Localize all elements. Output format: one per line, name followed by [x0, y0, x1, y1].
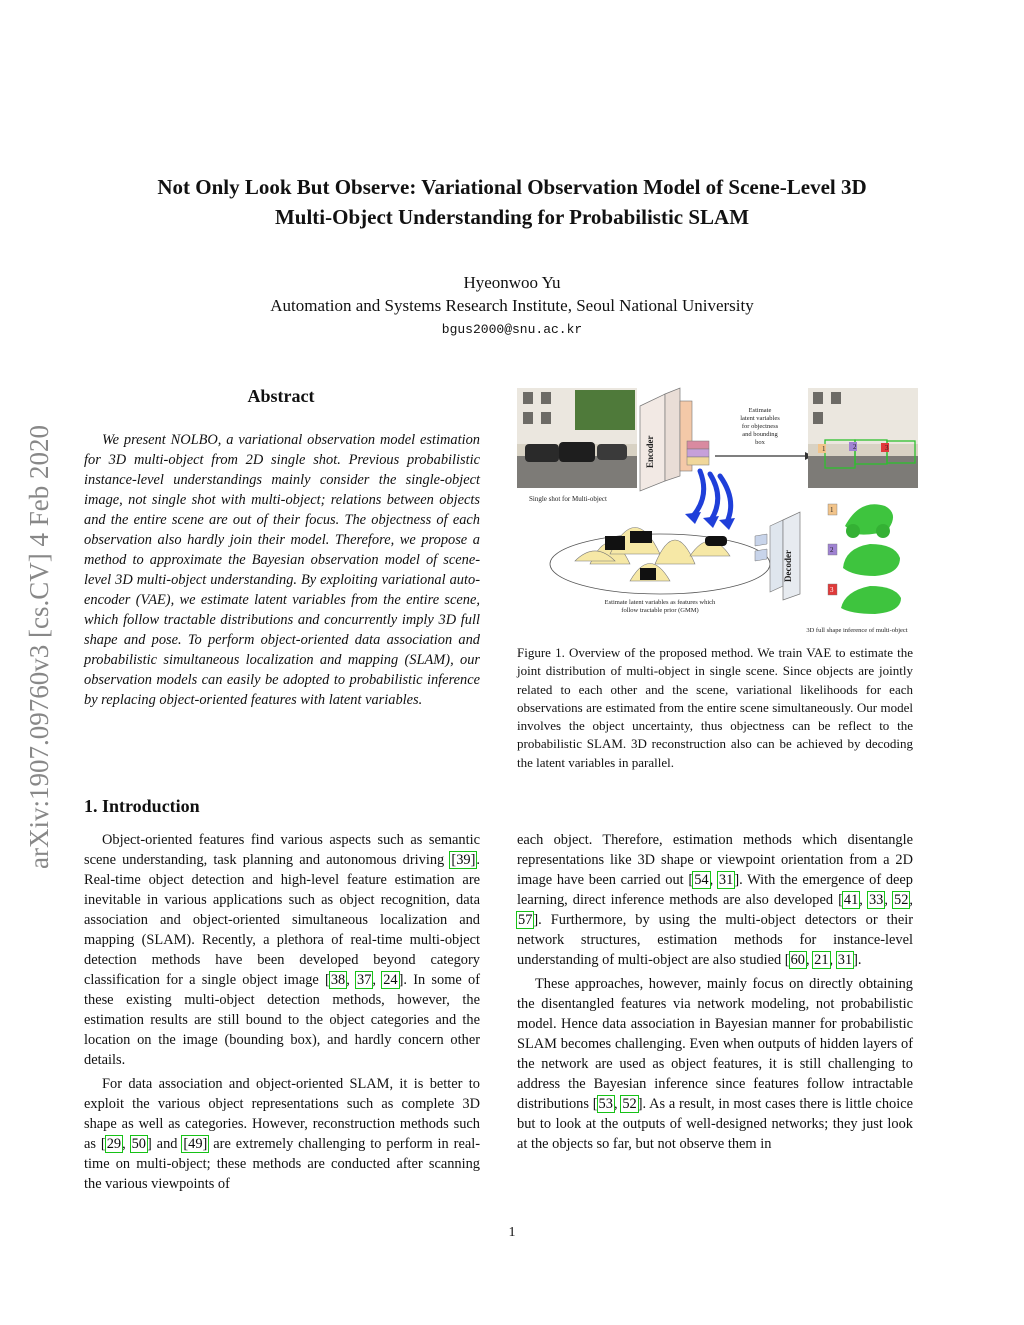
label-decoder: Decoder	[783, 550, 793, 582]
output-box-label-2: 2	[853, 443, 857, 451]
citation-link[interactable]: 52	[622, 1096, 637, 1112]
input-scene-photo	[517, 388, 637, 488]
label-estimate-line-3: for objectness	[741, 423, 779, 430]
decoder-block	[755, 512, 800, 600]
intro-paragraph-2: For data association and object-oriented SLAM, it is better to exploit the various object representations such as complete 3D shape as well as categories. However, reconstruction methods such as [29, 50] and [49] are extremely challenging to perform in real-time on multi-object; these methods are conducted after scanning the various viewpoints of	[84, 1076, 481, 1192]
title-line-1: Not Only Look But Observe: Variational Observation Model of Scene-Level 3D	[157, 175, 867, 199]
label-encoder: Encoder	[645, 435, 655, 468]
author-email: bgus2000@snu.ac.kr	[441, 322, 583, 337]
shape-label-2: 2	[830, 546, 834, 554]
figure-1-caption: Figure 1. Overview of the proposed method. We train VAE to estimate the joint distribution of multi-object in single scene. Since objects are jointly related to each other and the scene, variational likelihoods for each observations are estimated from the entire scene simultaneously. Our model involves the object uncertainty, thus objectness can be reflect to the probabilistic SLAM. 3D reconstruction also can be achieved by decoding the latent variables in parallel.	[517, 645, 913, 770]
gmm-distributions	[575, 528, 730, 582]
paper-title	[60, 172, 964, 232]
citation-link[interactable]: 29	[106, 1136, 122, 1152]
citation-link[interactable]: 31	[718, 872, 734, 888]
right-column	[517, 830, 913, 1158]
author-name: Hyeonwoo Yu	[463, 273, 561, 292]
label-single-shot: Single shot for Multi-object	[529, 495, 607, 503]
citation-link[interactable]: 41	[843, 892, 859, 908]
citation-link[interactable]: 52	[894, 892, 909, 908]
shape-label-3: 3	[830, 586, 834, 594]
citation-link[interactable]: 57	[518, 912, 533, 928]
citation-link[interactable]: 33	[868, 892, 884, 908]
citation-link[interactable]: [39]	[451, 852, 476, 868]
citation-link[interactable]: 31	[837, 952, 853, 968]
abstract-text: We present NOLBO, a variational observation model estimation for 3D multi-object from 2D single shot. Previous probabilistic instance-level understandings mainly consider the single-object image, not single shot with multi-object; relations between objects and the entire scene are out of their focus. The objectness of each observation also hardly join their model. Therefore, we propose a method to approximate the Bayesian observation model of scene-level 3D multi-object understanding. By exploiting variational auto-encoder (VAE), we estimate latent variables from the entire scene, which follow tractable distributions and concurrently imply 3D full shape and pose. To perform object-oriented data association and probabilistic simultaneous localization and mapping (SLAM), our observation models can easily be adopted to probabilistic inference by replacing object-oriented features with latent variables.	[84, 432, 480, 708]
label-estimate-line-4: and bounding	[742, 431, 778, 438]
label-latent-line-2: follow tractable prior (GMM)	[621, 607, 699, 614]
intro-paragraph-1: Object-oriented features find various aspects such as semantic scene understanding, task planning and autonomous driving [39]. Real-time object detection and high-level feature estimation are inevitable in various applications such as object recognition, data association and object-oriented simultaneous localization and mapping (SLAM). Recently, a plethora of real-time multi-object detection methods have been developed beyond category classification for a single object image [38, 37, 24]. In some of these existing multi-object detection methods, however, the estimation results are still bound to the object categories and the location on the image (bounding box), and hardly concern other details.	[84, 832, 480, 1068]
left-column	[84, 830, 480, 1198]
label-estimate-line-1: Estimate	[748, 407, 772, 414]
citation-link[interactable]: 21	[814, 952, 829, 968]
output-scene-photo	[808, 388, 918, 488]
citation-link[interactable]: 37	[357, 972, 372, 988]
citation-link[interactable]: 50	[131, 1136, 146, 1152]
label-estimate-line-2: latent variables	[740, 415, 780, 422]
page-number: 1	[508, 1225, 516, 1240]
output-box-label-3: 3	[885, 444, 889, 452]
citation-link[interactable]: 54	[694, 872, 709, 888]
label-estimate-line-5: box	[755, 439, 765, 446]
label-3d-inference: 3D full shape inference of multi-object	[806, 627, 908, 634]
output-box-label-1: 1	[822, 445, 826, 453]
affiliation: Automation and Systems Research Institute, Seoul National University	[270, 296, 754, 315]
reconstructed-shapes	[828, 504, 901, 614]
introduction-heading: 1. Introduction	[84, 796, 200, 816]
shape-label-1: 1	[830, 506, 834, 514]
citation-link[interactable]: 38	[330, 972, 346, 988]
citation-link[interactable]: 60	[790, 952, 805, 968]
abstract-heading: Abstract	[247, 386, 315, 406]
citation-link[interactable]: 24	[383, 972, 398, 988]
title-line-2: Multi-Object Understanding for Probabilistic SLAM	[274, 205, 750, 229]
figure-1-diagram	[515, 386, 920, 636]
label-latent-line-1: Estimate latent variables as features which	[604, 599, 716, 606]
citation-link[interactable]: [49]	[183, 1136, 208, 1152]
citation-link[interactable]: 53	[598, 1096, 613, 1112]
arxiv-watermark: arXiv:1907.09760v3 [cs.CV] 4 Feb 2020	[24, 425, 54, 869]
intro-paragraph-4: These approaches, however, mainly focus on directly obtaining the disentangled features via network modeling, not probabilistic model. Hence data association in Bayesian manner for probabilistic SLAM becomes challenging. Even when outputs of hidden layers of the network are used as object features, it is still challenging to address the Bayesian inference since features follow intractable distributions [53, 52]. As a result, in most cases there is little choice but to look at the outputs of well-designed networks; they just look at the objects so far, but not observe them in	[517, 976, 913, 1152]
intro-paragraph-3: each object. Therefore, estimation methods which disentangle representations like 3D shape or viewpoint orientation from a 2D image have been carried out [54, 31]. With the emergence of deep learning, direct inference methods are also developed [41, 33, 52, 57]. Furthermore, by using the multi-object detectors or their network structures, estimation methods for instance-level understanding of multi-object are also studied [60, 21, 31].	[517, 832, 914, 968]
